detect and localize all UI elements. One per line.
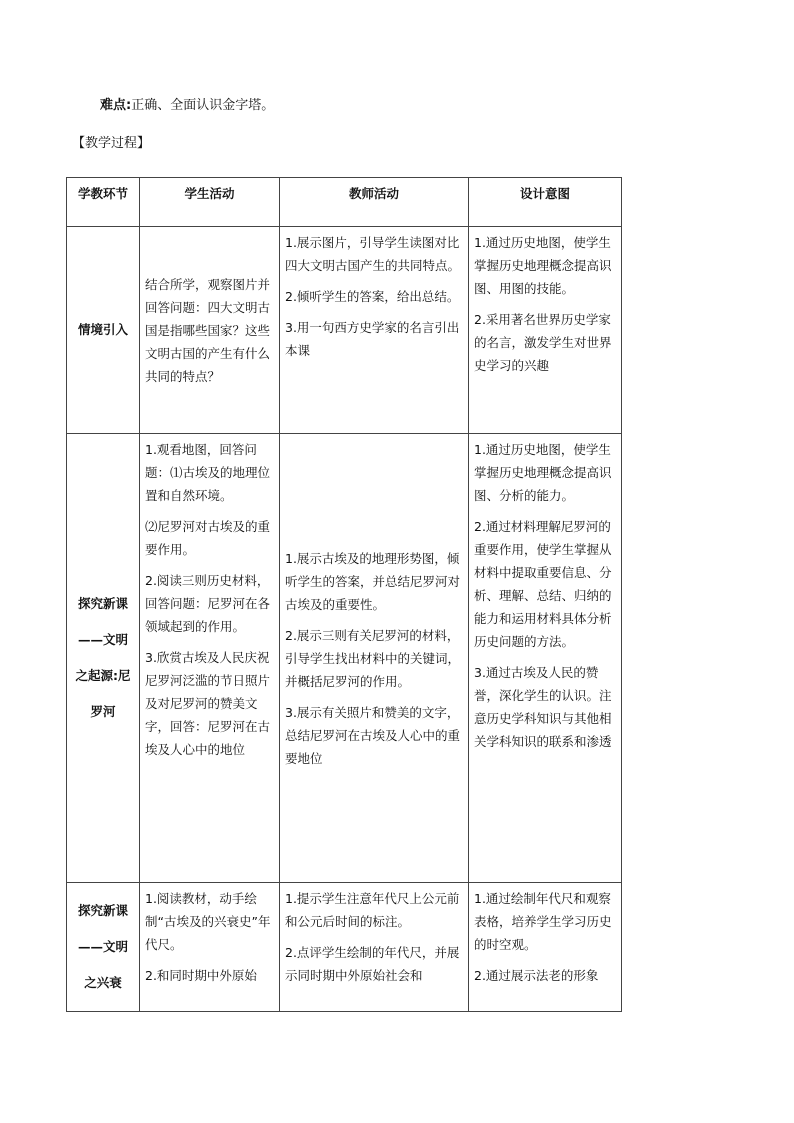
student-paragraph: 2.和同时期中外原始 [145, 968, 257, 983]
difficulty-line [100, 96, 274, 116]
difficulty-text: 正确、全面认识金字塔。 [131, 98, 275, 113]
teacher-cell [280, 883, 469, 1012]
design-paragraph: 2.通过展示法老的形象 [474, 968, 599, 983]
stage-line: 探究新课 [77, 596, 128, 611]
design-paragraph: 2.通过材料理解尼罗河的重要作用，使学生掌握从材料中提取重要信息、分析、理解、总结、归纳的能力和运用材料具体分析历史问题的方法。 [474, 519, 612, 649]
section-title: 【教学过程】 [72, 136, 151, 151]
student-paragraph: ⑵尼罗河对古埃及的重要作用。 [145, 519, 271, 557]
design-cell [469, 227, 622, 434]
design-paragraph: 1.通过历史地图，使学生掌握历史地理概念提高识图、用图的技能。 [474, 235, 612, 296]
student-cell [140, 883, 280, 1012]
design-paragraph: 1.通过历史地图，使学生掌握历史地理概念提高识图、分析的能力。 [474, 442, 612, 503]
student-paragraph: 1.观看地图，回答问题：⑴古埃及的地理位置和自然环境。 [145, 442, 271, 503]
teacher-paragraph: 2.展示三则有关尼罗河的材料，引导学生找出材料中的关键词，并概括尼罗河的作用。 [285, 627, 461, 689]
design-cell [469, 434, 622, 883]
teaching-process-table [66, 177, 622, 1012]
header-design-intent: 设计意图 [469, 178, 622, 227]
header-teacher-activity: 教师活动 [280, 178, 469, 227]
teacher-cell [280, 434, 469, 883]
teacher-paragraph: 2.倾听学生的答案，给出总结。 [285, 289, 460, 304]
student-paragraph: 1.阅读教材，动手绘制“古埃及的兴衰史”年代尺。 [145, 891, 271, 952]
table-row [67, 434, 622, 883]
table-row [67, 883, 622, 1012]
student-cell [140, 227, 280, 434]
stage-line: 情境引入 [77, 322, 128, 337]
stage-line: 之兴衰 [84, 975, 122, 990]
student-paragraph: 2.阅读三则历史材料，回答问题：尼罗河在各领域起到的作用。 [145, 573, 271, 634]
stage-line: ——文明 [77, 632, 128, 647]
stage-cell [67, 227, 140, 434]
table-row [67, 227, 622, 434]
student-paragraph: 3.欣赏古埃及人民庆祝尼罗河泛滥的节日照片及对尼罗河的赞美文字，回答：尼罗河在古埃及人心中的地位 [145, 650, 271, 757]
teacher-cell [280, 227, 469, 434]
teacher-paragraph: 2.点评学生绘制的年代尺，并展示同时期中外原始社会和 [285, 945, 460, 983]
teacher-paragraph: 1.提示学生注意年代尺上公元前和公元后时间的标注。 [285, 891, 460, 929]
teacher-paragraph: 1.展示图片，引导学生读图对比四大文明古国产生的共同特点。 [285, 235, 461, 273]
design-paragraph: 2.采用著名世界历史学家的名言，激发学生对世界史学习的兴趣 [474, 312, 612, 373]
student-paragraph: 结合所学，观察图片并回答问题：四大文明古国是指哪些国家？这些文明古国的产生有什么共同的特点？ [145, 276, 271, 384]
teacher-paragraph: 3.展示有关照片和赞美的文字，总结尼罗河在古埃及人心中的重要地位 [285, 704, 461, 766]
teacher-paragraph: 1.展示古埃及的地理形势图，倾听学生的答案，并总结尼罗河对古埃及的重要性。 [285, 550, 461, 612]
stage-line: ——文明 [77, 939, 128, 954]
stage-cell [67, 883, 140, 1012]
stage-line: 罗河 [90, 704, 116, 719]
difficulty-label: 难点: [100, 98, 132, 113]
teacher-paragraph: 3.用一句西方史学家的名言引出本课 [285, 320, 460, 358]
design-paragraph: 1.通过绘制年代尺和观察表格，培养学生学习历史的时空观。 [474, 891, 612, 952]
stage-cell [67, 434, 140, 883]
header-student-activity: 学生活动 [140, 178, 280, 227]
design-cell [469, 883, 622, 1012]
design-paragraph: 3.通过古埃及人民的赞誉，深化学生的认识。注意历史学科知识与其他相关学科知识的联系和渗透 [474, 665, 612, 749]
table-header-row [67, 178, 622, 227]
stage-line: 之起源:尼 [75, 668, 131, 683]
header-stage: 学教环节 [67, 178, 140, 227]
student-cell [140, 434, 280, 883]
stage-line: 探究新课 [77, 903, 128, 918]
